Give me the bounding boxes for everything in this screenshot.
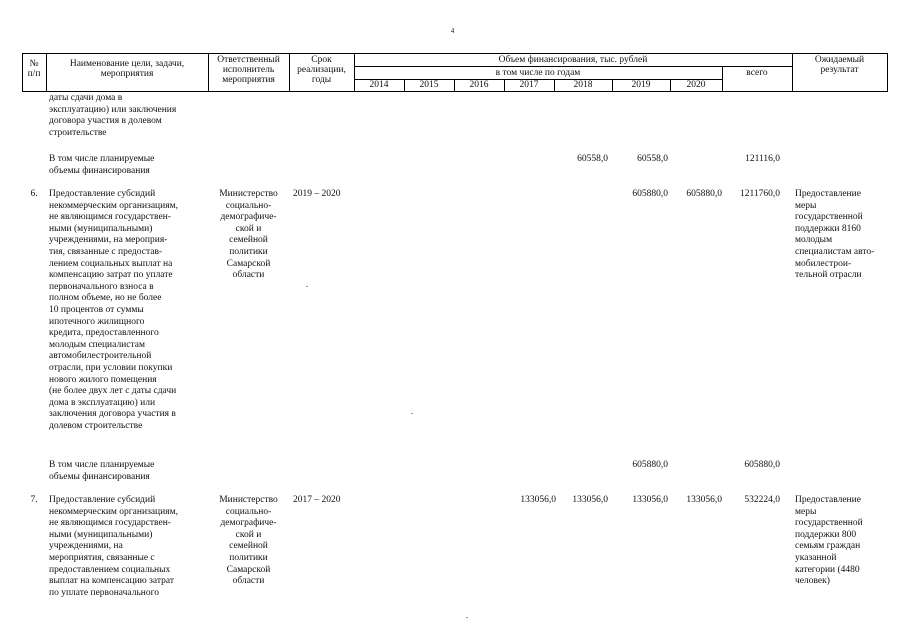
value-2020: 605880,0: [686, 189, 722, 199]
row-name: В том числе планируемые объемы финансирования: [49, 460, 155, 482]
header-financing: Объем финансирования, тыс. рублей: [498, 55, 648, 65]
header-year-2018: 2018: [573, 80, 593, 90]
value-total: 121116,0: [745, 154, 780, 164]
header-responsible: Ответственный исполнитель мероприятия: [217, 55, 280, 85]
value-total: 1211760,0: [739, 189, 780, 199]
header-total: всего: [746, 68, 768, 78]
table-header: [0, 53, 905, 93]
header-year-2016: 2016: [469, 80, 489, 90]
value-2019: 605880,0: [632, 460, 668, 470]
header-year-2020: 2020: [686, 80, 706, 90]
value-2020: 133056,0: [686, 495, 722, 505]
scan-speck: [306, 286, 308, 287]
header-num: № п/п: [27, 59, 41, 79]
header-year-2017: 2017: [519, 80, 539, 90]
row-result: Предоставление меры государственной поддержки 800 семьям граждан указанной категории (4480 человек): [795, 495, 863, 587]
row-number: 7.: [30, 495, 38, 505]
row-name: даты сдачи дома в эксплуатацию) или заключения договора участия в долевом строительстве: [49, 93, 177, 138]
row-responsible: Министерство социально- демографиче- ской и семейной политики Самарской области: [219, 495, 278, 587]
row-name: В том числе планируемые объемы финансирования: [49, 154, 155, 176]
header-year-2015: 2015: [419, 80, 439, 90]
row-result: Предоставление меры государственной поддержки 8160 молодым специалистам авто- мобилестрои- тельной отрасли: [795, 189, 875, 281]
value-2017: 133056,0: [520, 495, 556, 505]
scan-speck: [466, 617, 468, 618]
header-name: Наименование цели, задачи, мероприятия: [69, 59, 185, 79]
value-total: 532224,0: [744, 495, 780, 505]
row-name: Предоставление субсидий некоммерческим организациям, не являющимся государствен- ными (муниципальными) учреждениями, на мероприятия, связанные с предоставлением социальных выплат на компенсацию затрат по уплате первоначального: [49, 495, 178, 598]
value-2018: 60558,0: [577, 154, 608, 164]
value-2019: 133056,0: [632, 495, 668, 505]
header-year-2014: 2014: [369, 80, 389, 90]
row-name: Предоставление субсидий некоммерческим организациям, не являющимся государствен- ными (муниципальными) учреждениями, на мероприя- тия, связанные с предостав- лением социальных выплат на компенсацию затрат по уплате первоначального взноса в полном объеме, но не более 10 процентов от суммы ипотечного жилищного кредита, предоставленного молодым специалистам автомобилестроительной отрасли, при условии покупки нового жилого помещения (не более двух лет с даты сдачи дома в эксплуатацию) или заключения договора участия в долевом строительстве: [49, 189, 178, 431]
value-2019: 605880,0: [632, 189, 668, 199]
scan-speck: [411, 413, 413, 414]
header-result: Ожидаемый результат: [814, 55, 865, 75]
header-by-years: в том числе по годам: [495, 68, 581, 78]
header-year-2019: 2019: [631, 80, 651, 90]
value-total: 605880,0: [744, 460, 780, 470]
row-period: 2019 – 2020: [293, 189, 341, 199]
row-number: 6.: [30, 189, 38, 199]
header-period: Срок реализации, годы: [297, 55, 346, 85]
row-responsible: Министерство социально- демографиче- ской и семейной политики Самарской области: [219, 189, 278, 281]
value-2018: 133056,0: [572, 495, 608, 505]
value-2019: 60558,0: [637, 154, 668, 164]
page-number: 4: [450, 27, 455, 35]
row-period: 2017 – 2020: [293, 495, 341, 505]
